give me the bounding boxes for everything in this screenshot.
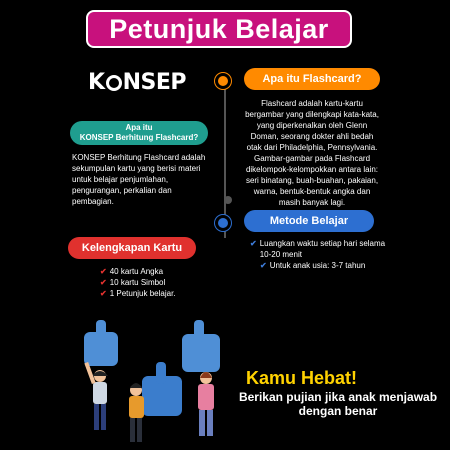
konsep-heading-line1: Apa itu (125, 123, 153, 132)
check-icon: ✔ (260, 261, 267, 270)
kamu-hebat-heading: Kamu Hebat! (246, 368, 358, 388)
kelengkapan-kartu-heading (68, 237, 196, 259)
kelengkapan-item (100, 266, 210, 277)
metode-item-text: Untuk anak usia: 3-7 tahun (269, 261, 366, 270)
kelengkapan-item-text: 10 kartu Simbol (109, 278, 166, 287)
apa-itu-flashcard-heading (244, 68, 380, 90)
page-title: Petunjuk Belajar (86, 10, 352, 48)
check-icon: ✔ (250, 239, 257, 248)
pujian-text: Berikan pujian jika anak menjawab dengan benar (238, 390, 438, 418)
kelengkapan-item-text: 40 kartu Angka (109, 267, 164, 276)
logo-rest: NSEP (122, 70, 186, 95)
konsep-logo (88, 70, 188, 98)
logo-o (106, 75, 122, 91)
kelengkapan-heading-text: Kelengkapan Kartu (81, 242, 183, 254)
apa-itu-flashcard-body: Flashcard adalah kartu-kartu bergambar yang dilengkapi kata-kata, yang diperkenalkan oleh Glenn Doman, seorang dokter ahli bedah otak dari Philadelphia, Pennsylvania. Gambar-gambar pada Flashcard dikelompok-kelompokkan antara lain: seri binatang, buah-buahan, pakaian, warna, bentuk-bentuk angka dan masih banyak lagi. (245, 99, 379, 207)
check-icon: ✔ (100, 289, 107, 298)
metode-belajar-list (250, 238, 390, 271)
timeline-dot-blue (218, 218, 228, 228)
metode-belajar-heading (244, 210, 374, 232)
konsep-flashcard-body: KONSEP Berhitung Flashcard adalah sekumpulan kartu yang berisi materi untuk belajar penjumlahan, pengurangan, perkalian dan pembagian. (72, 153, 206, 206)
thumbs-up-icon (142, 362, 182, 416)
thumbs-up-people-illustration (70, 318, 230, 448)
timeline-dot-orange-2 (224, 196, 232, 204)
person-left (84, 362, 108, 430)
metode-item (250, 260, 390, 271)
check-icon: ✔ (100, 267, 107, 276)
kelengkapan-item (100, 277, 210, 288)
thumbs-up-icon (84, 320, 118, 366)
konsep-heading-line2: KONSEP Berhitung Flashcard? (79, 133, 199, 142)
metode-item (250, 238, 390, 260)
kelengkapan-item (100, 288, 210, 299)
kelengkapan-list (100, 266, 210, 299)
timeline-line (224, 78, 226, 238)
metode-belajar-heading-text: Metode Belajar (269, 215, 349, 227)
person-right (198, 372, 214, 436)
timeline-dot-orange (218, 76, 228, 86)
logo-k: K (88, 70, 105, 95)
check-icon: ✔ (100, 278, 107, 287)
konsep-flashcard-heading (70, 121, 208, 145)
apa-itu-flashcard-heading-text: Apa itu Flashcard? (262, 73, 362, 85)
thumbs-up-icon (182, 320, 220, 372)
person-middle (129, 383, 144, 442)
kelengkapan-item-text: 1 Petunjuk belajar. (109, 289, 176, 298)
metode-item-text: Luangkan waktu setiap hari selama 10-20 menit (259, 239, 386, 259)
